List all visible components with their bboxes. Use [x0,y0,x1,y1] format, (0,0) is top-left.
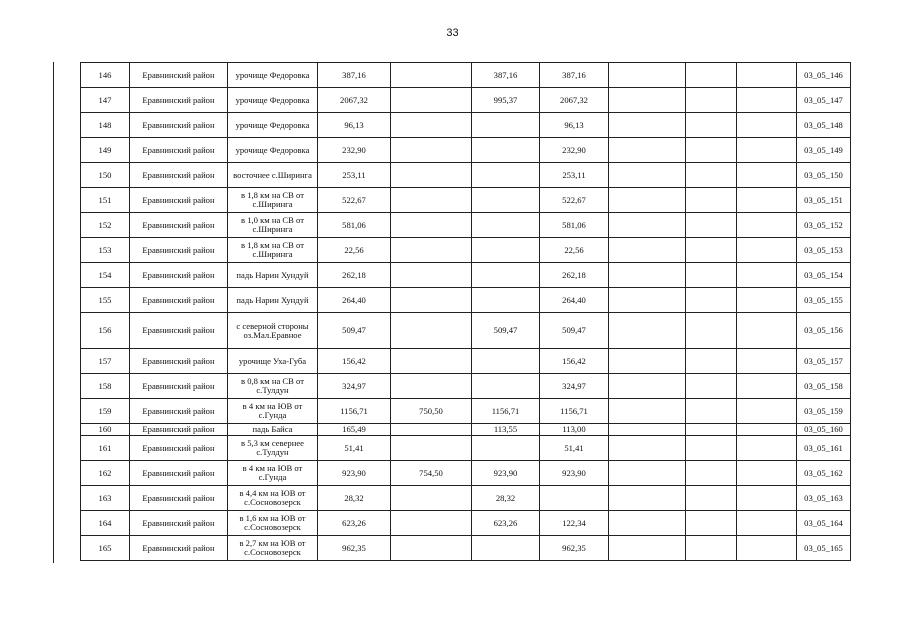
plot-code-cell: 03_05_155 [797,288,851,313]
area-col3-cell [472,288,540,313]
empty-col6-cell [686,138,737,163]
district-cell: Еравнинский район [130,238,228,263]
plot-code-cell: 03_05_164 [797,511,851,536]
district-cell: Еравнинский район [130,63,228,88]
area-total-cell: 51,41 [318,436,391,461]
area-total-cell: 1156,71 [318,399,391,424]
empty-col6-cell [686,424,737,436]
area-col4-cell: 113,00 [540,424,609,436]
area-total-cell: 156,42 [318,349,391,374]
area-col2-cell [391,511,472,536]
plot-code-cell: 03_05_147 [797,88,851,113]
area-total-cell: 387,16 [318,63,391,88]
area-col4-cell: 122,34 [540,511,609,536]
area-col4-cell: 923,90 [540,461,609,486]
empty-col5-cell [609,436,686,461]
table-body [81,63,851,561]
empty-col5-cell [609,88,686,113]
empty-col7-cell [737,113,797,138]
empty-col7-cell [737,424,797,436]
area-total-cell: 253,11 [318,163,391,188]
area-col3-cell: 995,37 [472,88,540,113]
area-col3-cell: 923,90 [472,461,540,486]
plot-code-cell: 03_05_156 [797,313,851,349]
district-cell: Еравнинский район [130,436,228,461]
plot-code-cell: 03_05_151 [797,188,851,213]
area-col2-cell [391,188,472,213]
location-cell: в 1,8 км на СВ от с.Ширинга [228,188,318,213]
area-col3-cell [472,188,540,213]
row-number-cell: 146 [81,63,130,88]
area-total-cell: 581,06 [318,213,391,238]
empty-col5-cell [609,399,686,424]
empty-col7-cell [737,399,797,424]
area-total-cell: 262,18 [318,263,391,288]
table-row [81,349,851,374]
table-row [81,238,851,263]
row-number-cell: 160 [81,424,130,436]
location-cell: падь Нарин Хундуй [228,288,318,313]
area-col2-cell [391,88,472,113]
district-cell: Еравнинский район [130,349,228,374]
location-cell: падь Байса [228,424,318,436]
empty-col7-cell [737,349,797,374]
table-row [81,188,851,213]
empty-col5-cell [609,163,686,188]
area-col4-cell: 262,18 [540,263,609,288]
location-cell: в 4,4 км на ЮВ от с.Сосновозерск [228,486,318,511]
district-cell: Еравнинский район [130,213,228,238]
area-col4-cell: 522,67 [540,188,609,213]
area-total-cell: 623,26 [318,511,391,536]
plot-code-cell: 03_05_154 [797,263,851,288]
empty-col5-cell [609,374,686,399]
row-number-cell: 154 [81,263,130,288]
plot-code-cell: 03_05_161 [797,436,851,461]
empty-col6-cell [686,213,737,238]
area-total-cell: 264,40 [318,288,391,313]
area-col3-cell: 387,16 [472,63,540,88]
empty-col6-cell [686,511,737,536]
location-cell: в 0,8 км на СВ от с.Тулдун [228,374,318,399]
area-col4-cell: 2067,32 [540,88,609,113]
empty-col6-cell [686,461,737,486]
area-total-cell: 522,67 [318,188,391,213]
land-plots-table [80,62,851,561]
row-number-cell: 165 [81,536,130,561]
area-col3-cell: 113,55 [472,424,540,436]
area-col4-cell: 253,11 [540,163,609,188]
table-row [81,113,851,138]
empty-col6-cell [686,88,737,113]
table-row [81,63,851,88]
empty-col5-cell [609,461,686,486]
area-total-cell: 165,49 [318,424,391,436]
empty-col5-cell [609,313,686,349]
location-cell: урочище Уха-Губа [228,349,318,374]
empty-col7-cell [737,536,797,561]
location-cell: урочище Федоровка [228,88,318,113]
empty-col6-cell [686,374,737,399]
area-col4-cell: 509,47 [540,313,609,349]
table-row [81,213,851,238]
row-number-cell: 148 [81,113,130,138]
empty-col6-cell [686,113,737,138]
area-total-cell: 232,90 [318,138,391,163]
empty-col5-cell [609,238,686,263]
table-row [81,263,851,288]
empty-col6-cell [686,536,737,561]
area-col2-cell [391,238,472,263]
area-col3-cell [472,138,540,163]
table-row [81,511,851,536]
row-number-cell: 158 [81,374,130,399]
area-col2-cell [391,163,472,188]
location-cell: в 1,6 км на ЮВ от с.Сосновозерск [228,511,318,536]
plot-code-cell: 03_05_159 [797,399,851,424]
table-row [81,163,851,188]
table-row [81,374,851,399]
location-cell: урочище Федоровка [228,113,318,138]
empty-col7-cell [737,486,797,511]
row-number-cell: 162 [81,461,130,486]
area-col3-cell: 509,47 [472,313,540,349]
district-cell: Еравнинский район [130,313,228,349]
empty-col7-cell [737,163,797,188]
empty-col7-cell [737,288,797,313]
empty-col6-cell [686,486,737,511]
area-total-cell: 96,13 [318,113,391,138]
empty-col7-cell [737,263,797,288]
plot-code-cell: 03_05_148 [797,113,851,138]
district-cell: Еравнинский район [130,88,228,113]
empty-col5-cell [609,113,686,138]
district-cell: Еравнинский район [130,263,228,288]
empty-col6-cell [686,399,737,424]
empty-col6-cell [686,163,737,188]
table-row [81,399,851,424]
district-cell: Еравнинский район [130,486,228,511]
district-cell: Еравнинский район [130,536,228,561]
empty-col7-cell [737,213,797,238]
empty-col6-cell [686,288,737,313]
empty-col7-cell [737,436,797,461]
location-cell: в 2,7 км на ЮВ от с.Сосновозерск [228,536,318,561]
location-cell: в 4 км на ЮВ от с.Гунда [228,399,318,424]
district-cell: Еравнинский район [130,163,228,188]
area-col2-cell [391,374,472,399]
table-row [81,88,851,113]
row-number-cell: 157 [81,349,130,374]
row-number-cell: 161 [81,436,130,461]
area-col4-cell [540,486,609,511]
table-row [81,313,851,349]
area-col3-cell [472,163,540,188]
empty-col7-cell [737,461,797,486]
plot-code-cell: 03_05_160 [797,424,851,436]
table-row [81,486,851,511]
area-total-cell: 509,47 [318,313,391,349]
area-total-cell: 962,35 [318,536,391,561]
empty-col7-cell [737,511,797,536]
area-total-cell: 324,97 [318,374,391,399]
empty-col7-cell [737,188,797,213]
row-number-cell: 147 [81,88,130,113]
row-number-cell: 163 [81,486,130,511]
area-col4-cell: 581,06 [540,213,609,238]
area-col3-cell [472,374,540,399]
empty-col5-cell [609,63,686,88]
area-col4-cell: 232,90 [540,138,609,163]
row-number-cell: 151 [81,188,130,213]
row-number-cell: 149 [81,138,130,163]
location-cell: в 4 км на ЮВ от с.Гунда [228,461,318,486]
area-col3-cell [472,349,540,374]
area-col2-cell [391,313,472,349]
empty-col5-cell [609,536,686,561]
page-number: 33 [446,27,459,39]
empty-col5-cell [609,188,686,213]
row-number-cell: 159 [81,399,130,424]
empty-col7-cell [737,238,797,263]
empty-col6-cell [686,313,737,349]
table-row [81,436,851,461]
district-cell: Еравнинский район [130,511,228,536]
empty-col6-cell [686,188,737,213]
table-row [81,424,851,436]
plot-code-cell: 03_05_162 [797,461,851,486]
area-col3-cell [472,536,540,561]
area-total-cell: 2067,32 [318,88,391,113]
location-cell: восточнее с.Ширинга [228,163,318,188]
table-row [81,536,851,561]
location-cell: урочище Федоровка [228,138,318,163]
area-col4-cell: 962,35 [540,536,609,561]
district-cell: Еравнинский район [130,424,228,436]
plot-code-cell: 03_05_165 [797,536,851,561]
area-col4-cell: 1156,71 [540,399,609,424]
empty-col5-cell [609,424,686,436]
area-total-cell: 28,32 [318,486,391,511]
area-col3-cell [472,213,540,238]
margin-rule [53,62,54,563]
plot-code-cell: 03_05_158 [797,374,851,399]
empty-col5-cell [609,288,686,313]
area-col2-cell [391,536,472,561]
table-row [81,138,851,163]
plot-code-cell: 03_05_153 [797,238,851,263]
area-col2-cell: 754,50 [391,461,472,486]
row-number-cell: 164 [81,511,130,536]
empty-col5-cell [609,138,686,163]
area-col4-cell: 264,40 [540,288,609,313]
district-cell: Еравнинский район [130,374,228,399]
area-col2-cell [391,436,472,461]
plot-code-cell: 03_05_150 [797,163,851,188]
area-col3-cell: 1156,71 [472,399,540,424]
empty-col5-cell [609,511,686,536]
empty-col7-cell [737,138,797,163]
row-number-cell: 152 [81,213,130,238]
area-col3-cell: 28,32 [472,486,540,511]
area-col2-cell [391,486,472,511]
empty-col7-cell [737,313,797,349]
plot-code-cell: 03_05_152 [797,213,851,238]
area-col4-cell: 324,97 [540,374,609,399]
row-number-cell: 156 [81,313,130,349]
empty-col6-cell [686,436,737,461]
area-col2-cell [391,349,472,374]
empty-col7-cell [737,374,797,399]
location-cell: с северной стороны оз.Мал.Еравное [228,313,318,349]
area-col2-cell [391,113,472,138]
area-col2-cell [391,63,472,88]
district-cell: Еравнинский район [130,288,228,313]
empty-col7-cell [737,88,797,113]
empty-col5-cell [609,263,686,288]
empty-col5-cell [609,486,686,511]
empty-col6-cell [686,263,737,288]
district-cell: Еравнинский район [130,399,228,424]
area-col2-cell [391,263,472,288]
area-col2-cell: 750,50 [391,399,472,424]
area-col3-cell [472,263,540,288]
area-col2-cell [391,424,472,436]
row-number-cell: 153 [81,238,130,263]
location-cell: падь Нарин Хундуй [228,263,318,288]
district-cell: Еравнинский район [130,113,228,138]
area-col4-cell: 96,13 [540,113,609,138]
area-total-cell: 923,90 [318,461,391,486]
table-row [81,288,851,313]
location-cell: в 1,0 км на СВ от с.Ширинга [228,213,318,238]
plot-code-cell: 03_05_149 [797,138,851,163]
row-number-cell: 150 [81,163,130,188]
area-col4-cell: 22,56 [540,238,609,263]
area-col4-cell: 156,42 [540,349,609,374]
area-col2-cell [391,138,472,163]
area-col3-cell [472,436,540,461]
plot-code-cell: 03_05_163 [797,486,851,511]
area-col3-cell [472,238,540,263]
plot-code-cell: 03_05_146 [797,63,851,88]
area-col3-cell: 623,26 [472,511,540,536]
plot-code-cell: 03_05_157 [797,349,851,374]
area-col3-cell [472,113,540,138]
area-col2-cell [391,213,472,238]
row-number-cell: 155 [81,288,130,313]
area-col4-cell: 387,16 [540,63,609,88]
area-col2-cell [391,288,472,313]
location-cell: урочище Федоровка [228,63,318,88]
district-cell: Еравнинский район [130,461,228,486]
district-cell: Еравнинский район [130,138,228,163]
empty-col6-cell [686,238,737,263]
location-cell: в 1,8 км на СВ от с.Ширинга [228,238,318,263]
area-col4-cell: 51,41 [540,436,609,461]
empty-col6-cell [686,63,737,88]
empty-col6-cell [686,349,737,374]
district-cell: Еравнинский район [130,188,228,213]
location-cell: в 5,3 км севернее с.Тулдун [228,436,318,461]
table-row [81,461,851,486]
empty-col5-cell [609,349,686,374]
empty-col5-cell [609,213,686,238]
area-total-cell: 22,56 [318,238,391,263]
empty-col7-cell [737,63,797,88]
